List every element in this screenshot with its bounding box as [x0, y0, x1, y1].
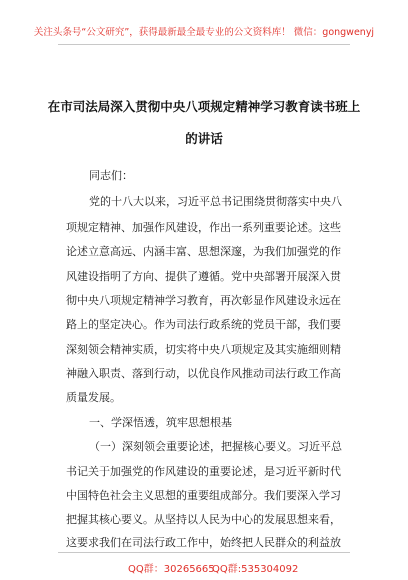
paragraph-line: 风建设指明了方向、提供了遵循。党中央部署开展深入贯: [66, 270, 341, 283]
footer-qq-group-1: QQ群：30265665: [128, 564, 215, 575]
paragraph-line: 论述立意高远、内涵丰富、思想深邃，为我们加强党的作: [66, 245, 341, 258]
paragraph-line: （一）深刻领会重要论述，把握核心要义。习近平总: [89, 440, 342, 453]
footer-qq-group-2: QQ群:535304092: [212, 564, 299, 575]
section-heading: 一、学深悟透，筑牢思想根基: [89, 416, 232, 429]
paragraph-line: 党的十八大以来，习近平总书记围绕贯彻落实中央八: [89, 195, 342, 208]
greeting: 同志们：: [89, 169, 133, 182]
paragraph-line: 书记关于加强党的作风建设的重要论述，是习近平新时代: [66, 465, 341, 478]
footer-divider: [58, 552, 350, 553]
paragraph-line: 神融入职责、落到行动，以优良作风推动司法行政工作高: [66, 367, 341, 380]
paragraph-line: 路上的坚定决心。作为司法行政系统的党员干部，我们要: [66, 318, 341, 331]
paragraph-line: 这要求我们在司法行政工作中，始终把人民群众的利益放: [66, 536, 341, 549]
paragraph-line: 深刻领会精神实质，切实将中央八项规定及其实施细则精: [66, 343, 341, 356]
paragraph-line: 彻中央八项规定精神学习教育，再次彰显作风建设永远在: [66, 294, 341, 307]
header-note: 关注头条号“公文研究”，获得最新最全最专业的公文资料库！ 微信：gongwenyj: [33, 27, 375, 38]
document-title-line-2: 的讲话: [185, 131, 223, 146]
paragraph-line: 项规定精神、加强作风建设，作出一系列重要论述。这些: [66, 221, 341, 234]
paragraph-line: 质量发展。: [66, 391, 121, 404]
paragraph-line: 把握其核心要义。从坚持以人民为中心的发展思想来看，: [66, 513, 341, 526]
document-title-line-1: 在市司法局深入贯彻中央八项规定精神学习教育读书班上: [47, 99, 361, 114]
header-divider: [58, 44, 350, 45]
paragraph-line: 中国特色社会主义思想的重要组成部分。我们要深入学习: [66, 489, 341, 502]
